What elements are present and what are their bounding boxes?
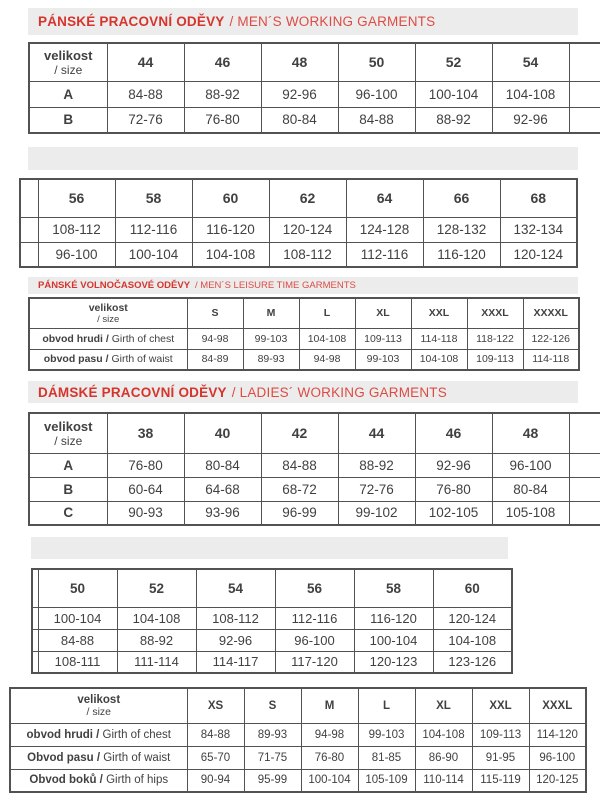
size-range-cell: 114-118 [411,328,467,349]
corner-header-velikost-size [29,413,107,453]
size-range-cell: 120-123 [354,651,433,673]
size-column-header: 48 [492,413,569,453]
size-range-cell: 112-116 [346,242,423,267]
section-title-english: / MEN´S WORKING GARMENTS [229,14,436,29]
size-range-cell: 94-98 [187,328,243,349]
section-title-czech: PÁNSKÉ PRACOVNÍ ODĚVY [38,14,225,29]
size-column-header: 56 [38,179,115,217]
table-row [32,629,512,651]
size-column-header: XL [415,688,472,723]
row-label [29,453,107,477]
cut-off-cell [569,453,600,477]
table-row [20,217,577,242]
size-column-header: 46 [415,413,492,453]
row-label [29,349,187,370]
size-range-cell: 105-109 [358,769,415,792]
row-label [29,501,107,525]
size-column-header: 46 [184,43,261,81]
size-range-cell: 115-119 [472,769,529,792]
size-column-header: 50 [38,569,117,607]
row-label-bold: B [63,481,74,497]
row-label-bold: C [63,505,74,521]
header-row [20,179,577,217]
size-range-cell: 88-92 [415,107,492,133]
size-chart-page [0,8,600,800]
size-range-cell: 108-112 [269,242,346,267]
size-column-header: 60 [433,569,512,607]
size-range-cell: 100-104 [115,242,192,267]
size-column-header: 52 [117,569,196,607]
size-column-header: 58 [115,179,192,217]
size-column-header: XS [187,688,244,723]
size-range-cell: 76-80 [415,477,492,501]
size-column-header: 60 [192,179,269,217]
header-row [29,43,600,81]
size-range-cell: 76-80 [184,107,261,133]
size-range-cell: 60-64 [107,477,184,501]
size-range-cell: 108-112 [196,607,275,629]
size-range-cell: 99-102 [338,501,415,525]
size-column-header: 58 [354,569,433,607]
size-range-cell: 84-88 [107,81,184,107]
size-range-cell: 114-117 [196,651,275,673]
size-range-cell: 122-126 [523,328,579,349]
size-column-header: XXXL [467,298,523,328]
size-range-cell: 112-116 [275,607,354,629]
table-row [10,723,586,746]
size-range-cell: 108-112 [38,217,115,242]
size-range-cell: 99-103 [243,328,299,349]
cut-off-cell [569,107,600,133]
size-range-cell: 88-92 [184,81,261,107]
size-column-header: 68 [500,179,577,217]
size-column-header: 54 [492,43,569,81]
cut-off-cell [20,217,38,242]
size-range-cell: 84-88 [261,453,338,477]
size-range-cell: 116-120 [192,217,269,242]
size-range-cell: 104-108 [299,328,355,349]
size-range-cell: 120-124 [269,217,346,242]
table-row [29,453,600,477]
size-range-cell: 104-108 [492,81,569,107]
row-label-rest: Girth of hips [102,774,169,787]
cut-off-cell [20,179,38,217]
table-row [29,477,600,501]
section-title-english: / LADIES´ WORKING GARMENTS [231,384,447,400]
size-range-cell: 84-88 [187,723,244,746]
row-label-rest: Girth of chest [99,728,171,741]
size-range-cell: 114-120 [529,723,586,746]
size-range-cell: 99-103 [358,723,415,746]
row-label [10,769,187,792]
table-row [32,607,512,629]
table-row [20,242,577,267]
table-ladies-measurements [9,687,587,793]
size-range-cell: 92-96 [415,453,492,477]
size-column-header: 54 [196,569,275,607]
size-range-cell: 104-108 [433,629,512,651]
size-range-cell: 89-93 [244,723,301,746]
size-range-cell: 95-99 [244,769,301,792]
row-label-bold: obvod hrudi / [26,728,100,741]
size-column-header: 52 [415,43,492,81]
size-range-cell: 128-132 [423,217,500,242]
size-range-cell: 110-114 [415,769,472,792]
size-range-cell: 109-113 [467,349,523,370]
size-range-cell: 132-134 [500,217,577,242]
size-column-header: M [243,298,299,328]
size-range-cell: 64-68 [184,477,261,501]
size-range-cell: 123-126 [433,651,512,673]
size-column-header: L [358,688,415,723]
size-range-cell: 104-108 [411,349,467,370]
cut-off-cell [569,413,600,453]
size-range-cell: 96-100 [529,746,586,769]
size-column-header: XXL [411,298,467,328]
size-range-cell: 96-99 [261,501,338,525]
corner-line-1: velikost [44,418,93,434]
size-range-cell: 94-98 [301,723,358,746]
corner-line-2: / size [54,62,83,77]
corner-line-2: / size [97,313,120,325]
table-row [29,107,600,133]
table-mens-working-sizes-56-68 [19,178,578,268]
size-range-cell: 84-88 [38,629,117,651]
size-range-cell: 76-80 [107,453,184,477]
cut-off-cell [569,477,600,501]
size-range-cell: 116-120 [354,607,433,629]
row-label [10,746,187,769]
size-range-cell: 109-113 [472,723,529,746]
size-range-cell: 100-104 [301,769,358,792]
size-range-cell: 120-124 [433,607,512,629]
size-column-header: 40 [184,413,261,453]
table-row [10,746,586,769]
table-ladies-working-sizes-38-48 [28,412,600,526]
size-range-cell: 120-124 [500,242,577,267]
header-row [10,688,586,723]
size-range-cell: 114-118 [523,349,579,370]
row-label [29,477,107,501]
size-range-cell: 84-88 [338,107,415,133]
section-title-czech: PÁNSKÉ VOLNOČASOVÉ ODĚVY [38,280,191,291]
size-column-header: XL [355,298,411,328]
row-label [29,328,187,349]
table-row [29,328,579,349]
size-range-cell: 89-93 [243,349,299,370]
row-label-bold: obvod pasu / [43,353,109,366]
size-column-header: 66 [423,179,500,217]
table-row [29,81,600,107]
size-range-cell: 88-92 [117,629,196,651]
cut-off-cell [569,43,600,81]
row-label-rest: Girth of waist [108,353,173,366]
size-column-header: 42 [261,413,338,453]
cut-off-cell [569,81,600,107]
size-range-cell: 90-94 [187,769,244,792]
size-column-header: 44 [107,43,184,81]
row-label [29,107,107,133]
size-range-cell: 104-108 [192,242,269,267]
size-column-header: 56 [275,569,354,607]
size-range-cell: 72-76 [338,477,415,501]
size-range-cell: 96-100 [275,629,354,651]
size-range-cell: 80-84 [492,477,569,501]
size-column-header: M [301,688,358,723]
row-label-rest: Girth of chest [108,332,175,345]
table-ladies-working-sizes-50-60 [31,568,513,674]
size-range-cell: 65-70 [187,746,244,769]
size-range-cell: 80-84 [261,107,338,133]
size-column-header: 64 [346,179,423,217]
size-range-cell: 86-90 [415,746,472,769]
section-divider-bar [28,147,578,170]
size-column-header: XXXL [529,688,586,723]
table-mens-leisure-sizes [28,297,580,371]
table-row [32,651,512,673]
section-title-mens-working [28,8,578,35]
corner-line-2: / size [54,433,83,448]
row-label-bold: A [63,86,74,102]
table-row [10,769,586,792]
size-range-cell: 92-96 [492,107,569,133]
section-divider-bar [31,537,508,559]
size-column-header: 44 [338,413,415,453]
size-range-cell: 100-104 [354,629,433,651]
size-range-cell: 81-85 [358,746,415,769]
section-title-mens-leisure [28,277,578,294]
corner-header-velikost-size [29,298,187,328]
size-range-cell: 72-76 [107,107,184,133]
size-column-header: S [187,298,243,328]
header-row [32,569,512,607]
size-range-cell: 109-113 [355,328,411,349]
size-range-cell: 96-100 [338,81,415,107]
section-title-english: / MEN´S LEISURE TIME GARMENTS [195,280,356,291]
row-label-bold: Obvod boků / [29,774,103,787]
size-range-cell: 84-89 [187,349,243,370]
size-range-cell: 124-128 [346,217,423,242]
corner-line-1: velikost [44,47,93,63]
size-column-header: 50 [338,43,415,81]
row-label [29,81,107,107]
size-range-cell: 100-104 [38,607,117,629]
size-range-cell: 88-92 [338,453,415,477]
size-range-cell: 92-96 [261,81,338,107]
row-label-bold: A [63,457,74,473]
size-range-cell: 104-108 [415,723,472,746]
corner-header-velikost-size [29,43,107,81]
row-label-bold: B [63,112,74,128]
size-column-header: S [244,688,301,723]
corner-line-1: velikost [88,301,128,314]
row-label [10,723,187,746]
size-column-header: XXL [472,688,529,723]
size-range-cell: 91-95 [472,746,529,769]
size-range-cell: 116-120 [423,242,500,267]
table-row [29,349,579,370]
size-range-cell: 108-111 [38,651,117,673]
size-range-cell: 94-98 [299,349,355,370]
header-row [29,413,600,453]
cut-off-cell [569,501,600,525]
table-row [29,501,600,525]
size-range-cell: 117-120 [275,651,354,673]
corner-header-velikost-size [10,688,187,723]
size-range-cell: 111-114 [117,651,196,673]
size-range-cell: 96-100 [492,453,569,477]
size-column-header: 62 [269,179,346,217]
header-row [29,298,579,328]
size-range-cell: 120-125 [529,769,586,792]
size-range-cell: 71-75 [244,746,301,769]
size-range-cell: 99-103 [355,349,411,370]
row-label-bold: obvod hrudi / [42,332,109,345]
size-range-cell: 118-122 [467,328,523,349]
size-range-cell: 93-96 [184,501,261,525]
size-range-cell: 92-96 [196,629,275,651]
size-range-cell: 104-108 [117,607,196,629]
size-range-cell: 100-104 [415,81,492,107]
size-range-cell: 68-72 [261,477,338,501]
table-mens-working-sizes-44-54 [28,42,600,134]
row-label-rest: Girth of waist [100,751,171,764]
section-title-ladies-working [28,381,578,403]
size-range-cell: 102-105 [415,501,492,525]
corner-line-2: / size [86,705,111,718]
size-range-cell: 80-84 [184,453,261,477]
cut-off-cell [20,242,38,267]
row-label-bold: Obvod pasu / [27,751,101,764]
size-column-header: 38 [107,413,184,453]
size-column-header: L [299,298,355,328]
size-range-cell: 76-80 [301,746,358,769]
size-range-cell: 105-108 [492,501,569,525]
size-column-header: XXXXL [523,298,579,328]
size-range-cell: 90-93 [107,501,184,525]
section-title-czech: DÁMSKÉ PRACOVNÍ ODĚVY [38,384,227,400]
corner-line-1: velikost [77,693,121,706]
size-range-cell: 112-116 [115,217,192,242]
size-column-header: 48 [261,43,338,81]
size-range-cell: 96-100 [38,242,115,267]
